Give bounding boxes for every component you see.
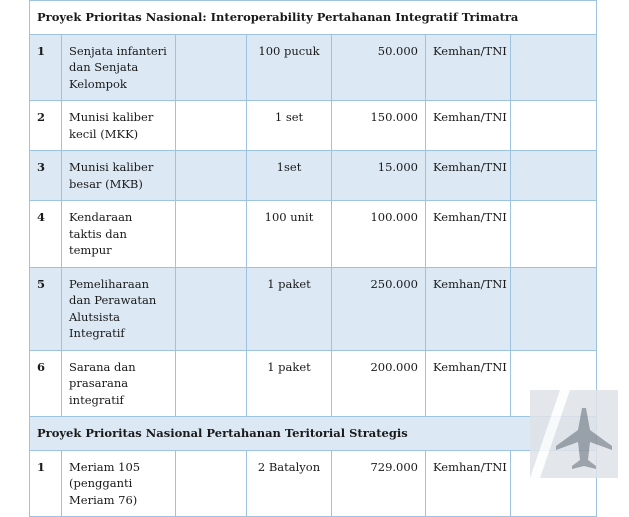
table-row bbox=[30, 34, 597, 101]
cost: 200.000 bbox=[332, 350, 426, 417]
priority-projects-table bbox=[29, 0, 597, 517]
cost: 100.000 bbox=[332, 201, 426, 268]
empty-cell bbox=[511, 34, 597, 101]
fighter-jet-icon bbox=[530, 390, 618, 478]
section-header-row bbox=[30, 1, 597, 35]
cost: 50.000 bbox=[332, 34, 426, 101]
quantity: 1 paket bbox=[247, 350, 332, 417]
empty-cell bbox=[176, 151, 247, 201]
cost: 150.000 bbox=[332, 101, 426, 151]
agency: Kemhan/TNI bbox=[426, 450, 511, 517]
quantity: 1set bbox=[247, 151, 332, 201]
table-row bbox=[30, 350, 597, 417]
table-row bbox=[30, 151, 597, 201]
watermark bbox=[530, 390, 618, 478]
item-name: Munisi kaliber besar (MKB) bbox=[62, 151, 176, 201]
cost: 729.000 bbox=[332, 450, 426, 517]
row-number: 1 bbox=[30, 450, 62, 517]
row-number: 6 bbox=[30, 350, 62, 417]
agency: Kemhan/TNI bbox=[426, 34, 511, 101]
table-row bbox=[30, 101, 597, 151]
agency: Kemhan/TNI bbox=[426, 267, 511, 350]
item-name: Senjata infanteri dan Senjata Kelompok bbox=[62, 34, 176, 101]
quantity: 100 unit bbox=[247, 201, 332, 268]
row-number: 2 bbox=[30, 101, 62, 151]
quantity: 1 paket bbox=[247, 267, 332, 350]
quantity: 1 set bbox=[247, 101, 332, 151]
row-number: 4 bbox=[30, 201, 62, 268]
cost: 15.000 bbox=[332, 151, 426, 201]
empty-cell bbox=[511, 151, 597, 201]
item-name: Pemeliharaan dan Perawatan Alutsista Integratif bbox=[62, 267, 176, 350]
item-name: Sarana dan prasarana integratif bbox=[62, 350, 176, 417]
empty-cell bbox=[176, 350, 247, 417]
item-name: Kendaraan taktis dan tempur bbox=[62, 201, 176, 268]
item-name: Meriam 105 (pengganti Meriam 76) bbox=[62, 450, 176, 517]
empty-cell bbox=[511, 201, 597, 268]
quantity: 100 pucuk bbox=[247, 34, 332, 101]
agency: Kemhan/TNI bbox=[426, 350, 511, 417]
row-number: 1 bbox=[30, 34, 62, 101]
quantity: 2 Batalyon bbox=[247, 450, 332, 517]
agency: Kemhan/TNI bbox=[426, 101, 511, 151]
agency: Kemhan/TNI bbox=[426, 201, 511, 268]
table-row bbox=[30, 267, 597, 350]
empty-cell bbox=[176, 101, 247, 151]
section-title: Proyek Prioritas Nasional Pertahanan Teritorial Strategis bbox=[30, 417, 597, 451]
section-header-row bbox=[30, 417, 597, 451]
empty-cell bbox=[176, 267, 247, 350]
row-number: 5 bbox=[30, 267, 62, 350]
cost: 250.000 bbox=[332, 267, 426, 350]
agency: Kemhan/TNI bbox=[426, 151, 511, 201]
table-row bbox=[30, 201, 597, 268]
empty-cell bbox=[511, 101, 597, 151]
row-number: 3 bbox=[30, 151, 62, 201]
item-name: Munisi kaliber kecil (MKK) bbox=[62, 101, 176, 151]
section-title: Proyek Prioritas Nasional: Interoperability Pertahanan Integratif Trimatra bbox=[30, 1, 597, 35]
empty-cell bbox=[176, 34, 247, 101]
empty-cell bbox=[176, 201, 247, 268]
empty-cell bbox=[511, 267, 597, 350]
